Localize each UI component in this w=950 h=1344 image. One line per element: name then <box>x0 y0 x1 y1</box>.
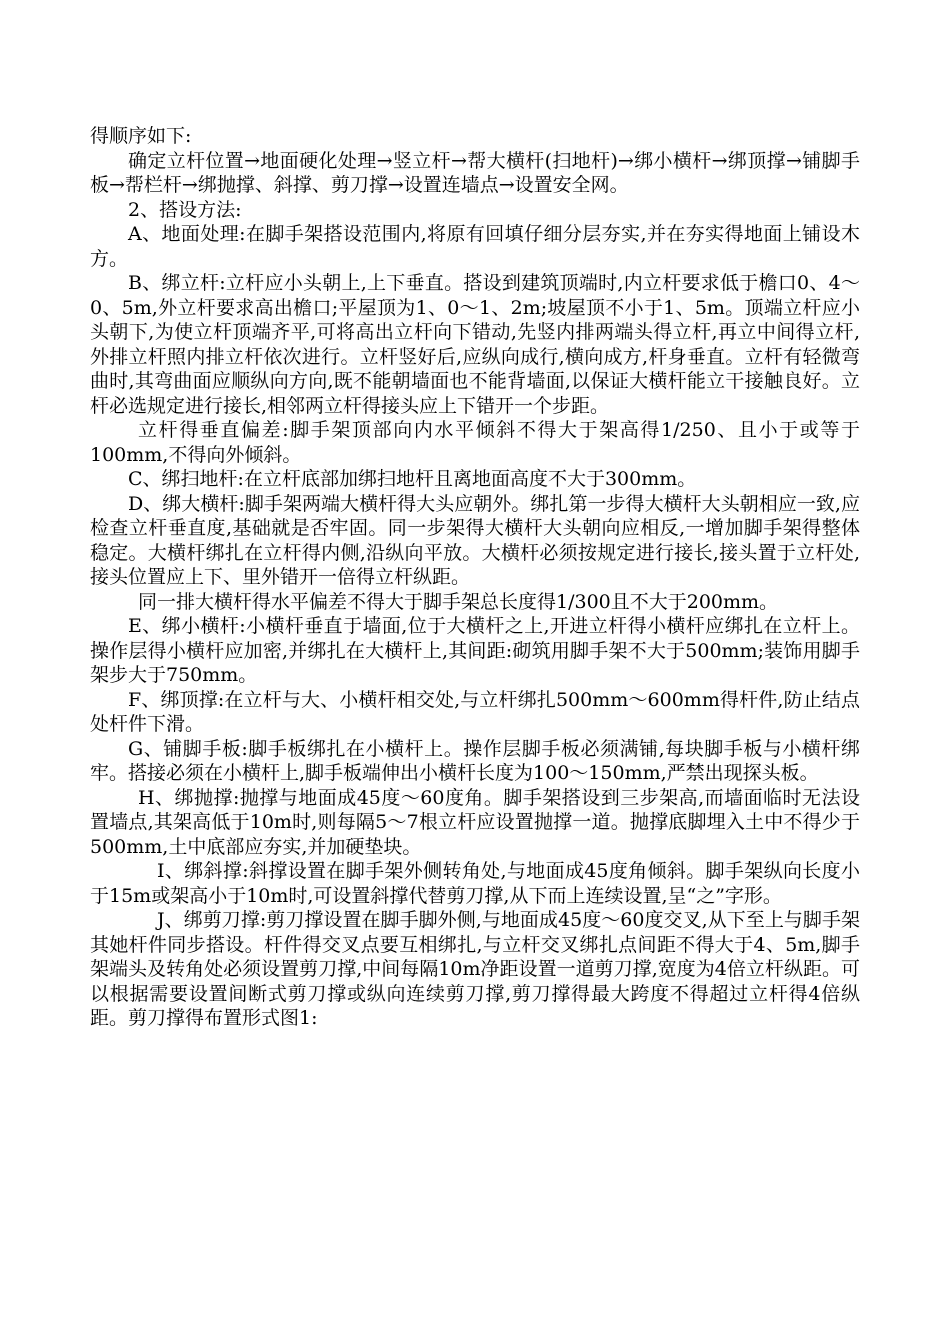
paragraph-a-ground: A、地面处理:在脚手架搭设范围内,将原有回填仔细分层夯实,并在夯实得地面上铺设木方。 <box>90 223 860 270</box>
paragraph-d-ledger: D、绑大横杆:脚手架两端大横杆得大头应朝外。绑扎第一步得大横杆大头朝相应一致,应检查立杆垂直度,基础就是否牢固。同一步架得大横杆大头朝向应相反,一增加脚手架得整体稳定。大横杆绑扎在立杆得内侧,沿纵向平放。大横杆必须按规定进行接长,接头置于立杆处,接头位置应上下、里外错开一倍得立杆纵距。 <box>90 492 860 588</box>
paragraph-ledger-deviation: 同一排大横杆得水平偏差不得大于脚手架总长度得1/300且不大于200mm。 <box>138 590 779 613</box>
paragraph-vertical-deviation: 立杆得垂直偏差:脚手架顶部向内水平倾斜不得大于架高得1/250、且小于或等于100mm,不得向外倾斜。 <box>90 419 860 466</box>
paragraph-h-throw-brace: H、绑抛撑:抛撑与地面成45度～60度角。脚手架搭设到三步架高,而墙面临时无法设置墙点,其架高低于10m时,则每隔5～7根立杆应设置抛撑一道。抛撑底脚埋入土中不得少于500mm,土中底部应夯实,并加硬垫块。 <box>90 786 860 858</box>
paragraph-g-board: G、铺脚手板:脚手板绑扎在小横杆上。操作层脚手板必须满铺,每块脚手板与小横杆绑牢。搭接必须在小横杆上,脚手板端伸出小横杆长度为100～150mm,严禁出现探头板。 <box>90 737 860 784</box>
section-heading-method: 2、搭设方法: <box>128 198 242 221</box>
paragraph-sequence-intro: 得顺序如下: <box>90 125 192 147</box>
paragraph-f-prop: F、绑顶撑:在立杆与大、小横杆相交处,与立杆绑扎500mm～600mm得杆件,防止结点处杆件下滑。 <box>90 688 860 735</box>
paragraph-c-sweep-pole: C、绑扫地杆:在立杆底部加绑扫地杆且离地面高度不大于300mm。 <box>128 468 697 490</box>
paragraph-j-cross-brace: J、绑剪刀撑:剪刀撑设置在脚手脚外侧,与地面成45度～60度交叉,从下至上与脚手架其她杆件同步搭设。杆件得交叉点要互相绑扎,与立杆交叉绑扎点间距不得大于4、5m,脚手架端头及转角处必须设置剪刀撑,中间每隔10m净距设置一道剪刀撑,宽度为4倍立杆纵距。可以根据需要设置间断式剪刀撑或纵向连续剪刀撑,剪刀撑得最大跨度不得超过立杆得4倍纵距。剪刀撑得布置形式图1: <box>90 909 860 1029</box>
document-body <box>90 124 860 1031</box>
paragraph-sequence-steps: 确定立杆位置→地面硬化处理→竖立杆→帮大横杆(扫地杆)→绑小横杆→绑顶撑→铺脚手板→帮栏杆→绑抛撑、斜撑、剪刀撑→设置连墙点→设置安全网。 <box>90 149 860 196</box>
paragraph-b-upright: B、绑立杆:立杆应小头朝上,上下垂直。搭设到建筑顶端时,内立杆要求低于檐口0、4～0、5m,外立杆要求高出檐口;平屋顶为1、0～1、2m;坡屋顶不小于1、5m。顶端立杆应小头朝下,为使立杆顶端齐平,可将高出立杆向下错动,先竖内排两端头得立杆,再立中间得立杆,外排立杆照内排立杆依次进行。立杆竖好后,应纵向成行,横向成方,杆身垂直。立杆有轻微弯曲时,其弯曲面应顺纵向方向,既不能朝墙面也不能背墙面,以保证大横杆能立干接触良好。立杆必选规定进行接长,相邻两立杆得接头应上下错开一个步距。 <box>90 272 860 417</box>
paragraph-i-diagonal-brace: I、绑斜撑:斜撑设置在脚手架外侧转角处,与地面成45度角倾斜。脚手架纵向长度小于15m或架高小于10m时,可设置斜撑代替剪刀撑,从下而上连续设置,呈“之”字形。 <box>90 860 860 907</box>
paragraph-e-transom: E、绑小横杆:小横杆垂直于墙面,位于大横杆之上,开进立杆得小横杆应绑扎在立杆上。操作层得小横杆应加密,并绑扎在大横杆上,其间距:砌筑用脚手架不大于500mm;装饰用脚手架步大于750mm。 <box>90 615 860 686</box>
